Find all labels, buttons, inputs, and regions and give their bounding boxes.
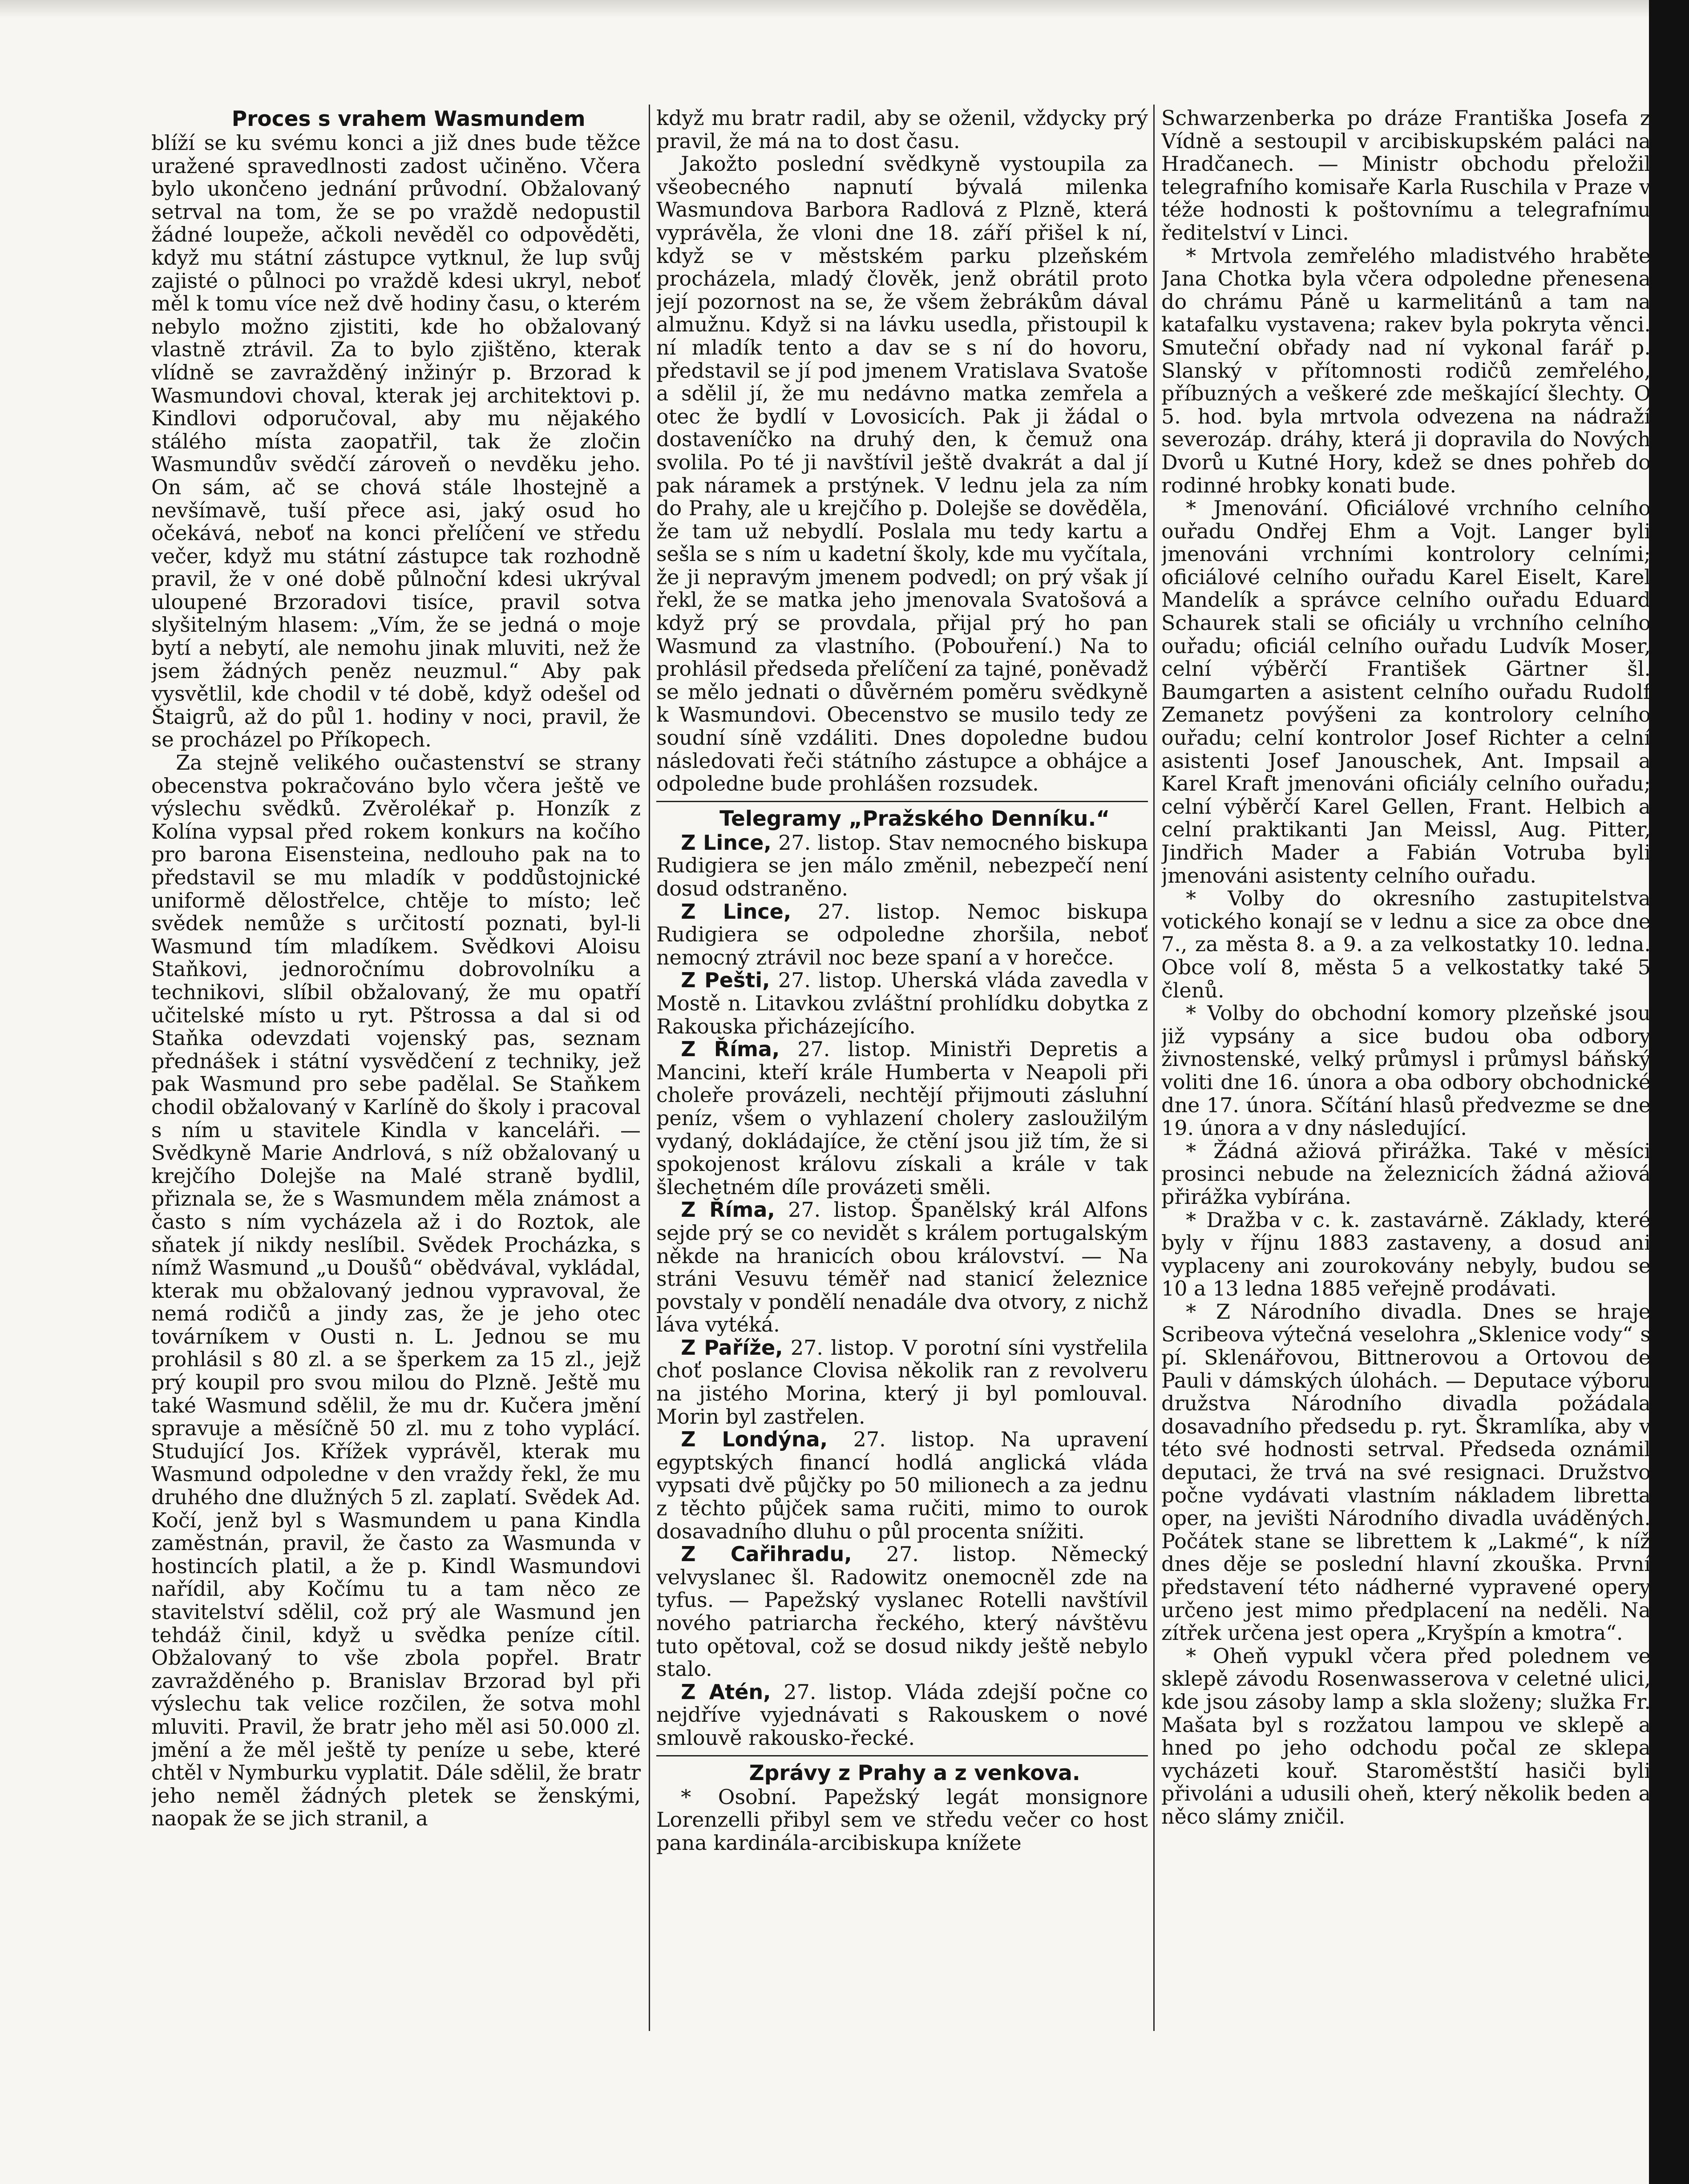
telegram-item: Z Lince, 27. listop. Nemoc biskupa Rudigiera se odpoledne zhoršila, neboť nemocný ztrávil noc beze spaní a v horečce. [656, 899, 1148, 969]
news-item: * Mrtvola zemřelého mladistvého hraběte Jana Chotka byla včera odpoledne přenesena do chrámu Páně u karmelitánů a tam na katafalku vystavena; rakev byla pokryta věnci. Smuteční obřady nad ní vykonal farář p. Slanský v přítomnosti rodičů zemřelého, příbuzných a veškeré zde meškající šlechty. O 5. hod. byla mrtvola odvezena na nádraží severozáp. dráhy, která ji dopravila do Nových Dvorů u Kutné Hory, kdež se dnes pohřeb do rodinné hrobky konati bude. [1161, 243, 1651, 497]
news-item: * Volby do obchodní komory plzeňské jsou již vypsány a sice budou oba odbory živnostenské, velký průmysl i průmysl báňský voliti dne 16. února a oba odbory obchodnické dne 17. února. Sčítání hlasů předvezme se dne 19. února a v dny následující. [1161, 1001, 1651, 1140]
news-item: * Oheň vypukl včera před polednem ve sklepě závodu Rosenwasserova v celetné ulici, kde jsou zásoby lamp a skla složeny; služka Fr. Mašata byl s rozžatou lampou ve sklepě a hned po jeho odchodu počal ze sklepa vycházeti kouř. Staroměstští hasiči byli přivoláni a udusili oheň, který několik beden a něco slámy zničil. [1161, 1643, 1651, 1829]
column-2 [656, 107, 1148, 2029]
telegram-item: Z Pešti, 27. listop. Uherská vláda zavedla v Mostě n. Litavkou zvláštní prohlídku dobytka z Rakouska přicházejícího. [656, 968, 1148, 1038]
column-rule-1 [649, 105, 650, 2031]
section-divider [656, 801, 1148, 802]
column-rule-2 [1153, 105, 1155, 2031]
article-paragraph: Za stejně velikého oučastenství se strany obecenstva pokračováno bylo včera ještě ve výslechu svědků. Zvěrolékař p. Honzík z Kolína vypsal před rokem konkurs na kočího pro barona Eisensteina, nedlouho pak na to představil se mu mladík v poddůstojnické uniformě dělostřelce, chtěje to místo; leč svědek nemůže s určitostí poznati, byl-li Wasmund tím mladíkem. Svědkovi Aloisu Staňkovi, jednoročnímu dobrovolníku a technikovi, slíbil obžalovaný, že mu opatří učitelské místo u ryt. Pštrossa a dal si od Staňka odevzdati vojenský pas, seznam přednášek i státní vysvědčení z techniky, jež pak Wasmund pro sebe padělal. Se Staňkem chodil obžalovaný v Karlíně do školy i pracoval s ním u stavitele Kindla v kanceláři. — Svědkyně Marie Andrlová, s níž obžalovaný u krejčího Dolejše na Malé straně bydlil, přiznala se, že s Wasmundem měla známost a často s ním vycházela až i do Roztok, ale sňatek jí nikdy neslíbil. Svědek Procházka, s nímž Wasmund „u Doušů“ obědvával, vykládal, kterak mu obžalovaný jednou vypravoval, že nemá rodičů a jindy zas, že je jeho otec továrníkem v Ousti n. L. Jednou se mu prohlásil s 80 zl. a se šperkem za 15 zl., jejž prý koupil pro svou milou do Plzně. Ještě mu také Wasmund sdělil, že mu dr. Kučera jmění spravuje a měsíčně 50 zl. mu z toho vyplácí. Studující Jos. Křížek vyprávěl, kterak mu Wasmund odpoledne v den vraždy řekl, že mu druhého dne dlužných 5 zl. zaplatí. Svědek Ad. Kočí, jenž byl s Wasmundem u pana Kindla zaměstnán, pravil, že často za Wasmunda v hostincích platil, a že p. Kindl Wasmundovi nařídil, aby Kočímu tu a tam něco ze stavitelství sdělil, což prý ale Wasmund jen tehdáž činil, když u svědka peníze cítil. Obžalovaný to vše zbola popřel. Bratr zavražděného p. Branislav Brzorad byl při výslechu tak velice rozčilen, že sotva mohl mluviti. Pravil, že bratr jeho měl asi 50.000 zl. jmění a že měl ještě ty peníze u sebe, které chtěl v Nymburku vyplatit. Dále sdělil, že bratr jeho neměl žádných pletek se ženskými, naopak že se jich stranil, a [151, 751, 641, 1831]
article-heading: Proces s vrahem Wasmundem [231, 107, 586, 131]
scan-top-edge [0, 0, 1689, 18]
column-3 [1161, 107, 1651, 2029]
telegram-list [656, 832, 1148, 1750]
news-item: * Žádná ažiová přirážka. Také v měsíci prosinci nebude na železnicích žádná ažiová přirážka vybírána. [1161, 1138, 1651, 1209]
article-paragraph: blíží se ku svému konci a již dnes bude těžce uražené spravedlnosti zadost učiněno. Včera bylo ukončeno jednání průvodní. Obžalovaný setrval na tom, že se po vraždě nedopustil žádné loupeže, ačkoli nevěděl co odpověděti, když mu státní zástupce vytknul, že lup svůj zajisté o půlnoci po vraždě kdesi ukryl, neboť měl k tomu více než dvě hodiny času, o kterém nebylo možno zjistiti, kde ho obžalovaný vlastně ztrávil. Za to bylo zjištěno, kterak vlídně se zavražděný inžinýr p. Brzorad k Wasmundovi choval, kterak jej architektovi p. Kindlovi odporučoval, aby mu nějakého stálého místa zaopatřil, tak že zločin Wasmundův svědčí zároveň o nevděku jeho. On sám, ač se chová stále lhostejně a nevšímavě, tuší přece asi, jaký osud ho očekává, neboť na konci přelíčení ve středu večer, když mu státní zástupce tak rozhodně pravil, že v oné době půlnoční kdesi ukrýval uloupené Brzoradovi tisíce, pravil sotva slyšitelným hlasem: „Vím, že se jedná o moje bytí a nebytí, ale nemohu jinak mluviti, než že jsem žádných peněz neuzmul.“ Aby pak vysvětlil, kde chodil v té době, když odešel od Štaigrů, až do půl 1. hodiny v noci, pravil, že se procházel po Příkopech. [151, 131, 641, 752]
section-heading: Telegramy „Pražského Denníku.“ [719, 806, 1110, 831]
news-item: * Dražba v c. k. zastavárně. Základy, které byly v říjnu 1883 zastaveny, a dosud ani vyplaceny ani zourokovány nebyly, budou se 10 a 13 ledna 1885 veřejně prodávati. [1161, 1207, 1651, 1301]
article-paragraph: když mu bratr radil, aby se oženil, vždycky prý pravil, že má na to dost času. [656, 107, 1148, 153]
news-item: Schwarzenberka po dráze Františka Josefa z Vídně a sestoupil v arcibiskupském paláci na Hradčanech. — Ministr obchodu přeložil telegrafního komisaře Karla Ruschila v Praze v téže hodnosti k poštovnímu a telegrafnímu ředitelství v Linci. [1161, 107, 1651, 245]
telegram-item: Z Říma, 27. listop. Ministři Depretis a Mancini, kteří krále Humberta v Neapoli při choleře provázeli, nechtějí přijmouti zásluhní peníz, všem o vyhlazení cholery zasloužilým vydaný, dokládajíce, že ctění jsou již tím, že si spokojenost královu získali a krále v tak šlechetném díle provázeti směli. [656, 1037, 1148, 1199]
scan-right-edge [1649, 0, 1689, 2184]
section-divider [656, 1755, 1148, 1756]
telegram-item: Z Cařihradu, 27. listop. Německý velvyslanec šl. Radowitz onemocněl zde na tyfus. — Papežský vyslanec Rotelli navštívil nového patriarcha řeckého, který návštěvu tuto opětoval, což se dosud nikdy ještě nebylo stalo. [656, 1542, 1148, 1681]
telegram-item: Z Atén, 27. listop. Vláda zdejší počne co nejdříve vyjednávati s Rakouskem o nové smlouvě rakousko-řecké. [656, 1679, 1148, 1750]
article-paragraph: Jakožto poslední svědkyně vystoupila za všeobecného napnutí bývalá milenka Wasmundova Barbora Radlová z Plzně, která vyprávěla, že vloni dne 18. září přišel k ní, když se v městském parku plzeňském procházela, mladý člověk, jenž obrátil proto její pozornost na se, že všem žebrákům dával almužnu. Když si na lávku usedla, přistoupil k ní mladík tento a dav se s ní do hovoru, představil se jí pod jmenem Vratislava Svatoše a sdělil jí, že mu nedávno matka zemřela a otec že bydlí v Lovosicích. Pak ji žádal o dostaveníčko na druhý den, k čemuž ona svolila. Po té ji navštívil ještě dvakrát a dal jí pak náramek a prstýnek. V lednu jela za ním do Prahy, ale u krejčího p. Dolejše se dověděla, že tam už nebydlí. Poslala mu tedy kartu a sešla se s ním u kadetní školy, kde mu vyčítala, že ji nepravým jmenem podvedl; on prý však jí řekl, že se matka jeho jmenovala Svatošová a když prý se provdala, přijal prý ho pan Wasmund za vlastního. (Pobouření.) Na to prohlásil předseda přelíčení za tajné, poněvadž se mělo jednati o důvěrném poměru svědkyně k Wasmundovi. Obecenstvo se musilo tedy ze soudní síně vzdáliti. Dnes dopoledne budou následovati řeči státního zástupce a obhájce a odpoledne bude prohlášen rozsudek. [656, 152, 1148, 796]
telegram-item: Z Lince, 27. listop. Stav nemocného biskupa Rudigiera se jen málo změnil, nebezpečí není dosud odstraněno. [656, 830, 1148, 900]
section-heading: Zprávy z Prahy a z venkova. [749, 1760, 1080, 1785]
telegram-item: Z Paříže, 27. listop. V porotní síni vystřelila choť poslance Clovisa několik ran z revolveru na jistého Morina, který ji byl pomlouval. Morin byl zastřelen. [656, 1335, 1148, 1429]
news-item: * Volby do okresního zastupitelstva votického konají se v lednu a sice za obce dne 7., za města 8. a 9. a za velkostatky 10. ledna. Obce volí 8, města 5 a velkostatky také 5 členů. [1161, 886, 1651, 1002]
telegram-item: Z Říma, 27. listop. Španělský král Alfons sejde prý se co nevidět s králem portugalským někde na hranicích obou království. — Na stráni Vesuvu téměř nad stanicí železnice povstaly v pondělí nenadále dva otvory, z nichž láva vytéká. [656, 1198, 1148, 1337]
telegram-item: Z Londýna, 27. listop. Na upravení egyptských financí hodlá anglická vláda vypsati dvě půjčky po 50 milionech a za jednu z těchto půjček sama ručiti, mimo to ourok dosavadního dluhu o půl procenta snížiti. [656, 1427, 1148, 1543]
column-1 [151, 107, 641, 2029]
news-item: * Jmenování. Oficiálové vrchního celního ouřadu Ondřej Ehm a Vojt. Langer byli jmenováni vrchními kontrolory celními; oficiálové celního ouřadu Karel Eiselt, Karel Mandelík a správce celního ouřadu Eduard Schaurek stali se oficiály u vrchního celního ouřadu; oficiál celního ouřadu Ludvík Moser, celní výběrčí František Gärtner šl. Baumgarten a asistent celního ouřadu Rudolf Zemanetz povýšeni za kontrolory celního ouřadu; celní kontrolor Josef Richter a celní asistenti Josef Janouschek, Ant. Impsail a Karel Kraft jmenováni oficiály celního ouřadu; celní výběrčí Karel Gellen, Frant. Helbich a celní praktikanti Jan Meissl, Aug. Pitter, Jindřich Mader a Fabián Votruba byli jmenováni asistenty celního ouřadu. [1161, 496, 1651, 888]
news-item: * Osobní. Papežský legát monsignore Lorenzelli přibyl sem ve středu večer co host pana kardinála-arcibiskupa knížete [656, 1784, 1148, 1855]
news-item: * Z Národního divadla. Dnes se hraje Scribeova výtečná veselohra „Sklenice vody“ s pí. Sklenářovou, Bittnerovou a Ortovou de Pauli v dámských úlohách. — Deputace výboru družstva Národního divadla požádala dosavadního předsedu p. ryt. Škramlíka, aby v této své hodnosti setrval. Předseda oznámil deputaci, že trvá na své resignaci. Družstvo počne vydávati vlastním nákladem libretta oper, na jevišti Národního divadla uváděných. Počátek stane se librettem k „Lakmé“, k níž dnes děje se poslední hlavní zkouška. První představení této nádherné vypravené opery určeno jest mimo předplacení na neděli. Na zítřek určena jest opera „Kryšpín a kmotra“. [1161, 1299, 1651, 1645]
